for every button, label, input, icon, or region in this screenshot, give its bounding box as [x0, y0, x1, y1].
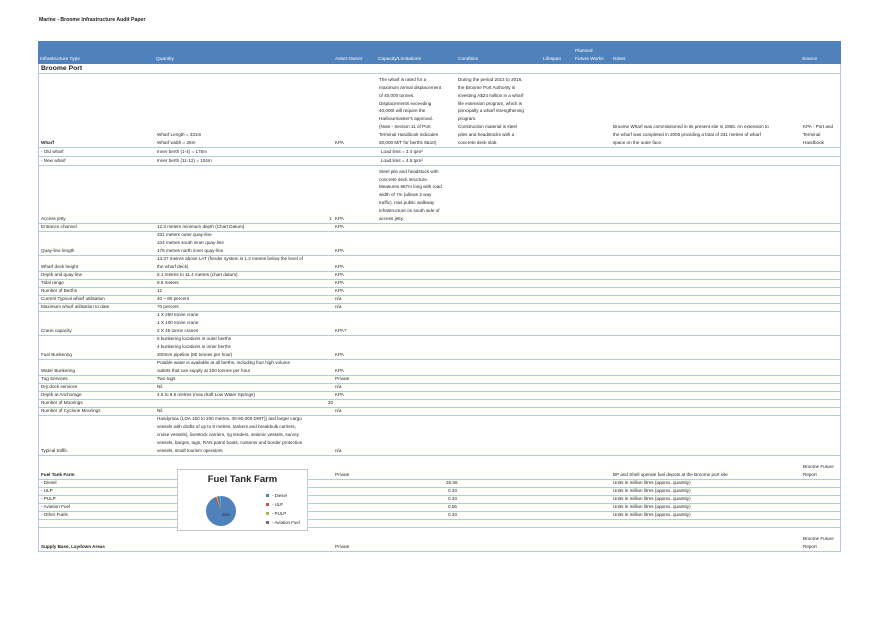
- cell-value: 0.55: [448, 504, 457, 510]
- header-planned: Planned: [575, 49, 593, 54]
- cell-type: - Old wharf: [41, 149, 64, 155]
- cell-quantity: Nil: [157, 408, 163, 414]
- cell-type: Tug Services: [41, 376, 68, 382]
- cell-owner: KPA: [335, 352, 344, 358]
- table-row-fuel: [38, 504, 841, 512]
- text-line: Measures 667m long with road: [379, 184, 442, 190]
- cell-quantity: 5.1 metres to 11.4 metres (chart datum): [157, 272, 238, 278]
- cell-owner: KPA?: [335, 328, 347, 334]
- text-line: 13.37 metres above LAT (fender system is 1.2 metres below the level of: [157, 256, 303, 262]
- text-line: vessels, barges, tugs, RAN patrol boats, customs and border protection: [157, 440, 303, 446]
- cell-type: Crane capacity: [41, 328, 72, 334]
- text-line: 200mm pipeline (80 tonnes per hour): [157, 352, 233, 358]
- cell-quantity: Inner berth (1-4) = 175m: [157, 149, 207, 155]
- table-row: [38, 312, 841, 336]
- table-row-fuel-tank-farm: [38, 456, 841, 480]
- cell-owner: n/a: [335, 384, 342, 390]
- header-condition: Condition: [458, 57, 479, 62]
- legend-label: - Aviation Fuel: [272, 520, 300, 525]
- cell-owner: KPA: [335, 264, 344, 270]
- cell-quantity: 4.5 to 9.5 metres (max draft Low Water Springs): [157, 392, 255, 398]
- table-row-blank: [38, 520, 841, 528]
- cell-notes: [613, 123, 769, 147]
- document-title: Marine - Broome Infrastructure Audit Paper: [39, 17, 146, 23]
- wharf-length: Wharf Length = 331m: [157, 132, 202, 138]
- cell-quantity: 70 percent: [157, 304, 179, 310]
- text-line: Report: [803, 544, 817, 550]
- table-row-wharf: [38, 74, 841, 148]
- text-line: of 40,000 tonnes.: [379, 92, 415, 98]
- cell-type: Wharf: [41, 140, 55, 146]
- cell-type: - Diesel: [41, 480, 57, 486]
- cell-owner: Private: [335, 544, 350, 550]
- cell-quantity: 12: [157, 288, 163, 294]
- section-broome-port: Broome Port: [38, 64, 841, 74]
- text-line: Terminal Handbook indicates: [379, 132, 438, 138]
- header-asset-owner: Asset Owner: [335, 57, 363, 62]
- text-line: Broome Wharf was commissioned in its present site in 1966. An extension to: [613, 124, 769, 130]
- cell-notes: Units in million litres (approx. quantity): [613, 504, 691, 510]
- text-line: concrete deck structure.: [379, 176, 429, 182]
- text-line: principally a wharf strengthening: [458, 108, 524, 114]
- text-line: The wharf is rated for a: [379, 76, 427, 82]
- cell-type: Depth at Anchorage: [41, 392, 82, 398]
- cell-type: Fuel Bunkering: [41, 352, 72, 358]
- text-line: width of 7m (allows 2 way: [379, 192, 432, 198]
- cell-type: - New wharf: [41, 158, 66, 164]
- cell-capacity: [379, 168, 442, 223]
- text-line: the Broome Port Authority is: [458, 84, 516, 90]
- text-line: piles and headstocks with a: [458, 132, 515, 138]
- text-line: 1 X 250 tonne crane: [157, 312, 199, 318]
- text-line: cruise vessels), livestock carriers, rig tenders, seismic vessels, survey: [157, 432, 299, 438]
- text-line: vessels with drafts of up to 9 metres, tankers and breakbulk carriers,: [157, 424, 296, 430]
- cell-quantity: 1: [329, 216, 332, 222]
- text-line: Broome Future: [803, 536, 834, 542]
- text-line: Construction material is steel: [458, 124, 517, 130]
- table-row: [38, 336, 841, 360]
- cell-value: 0.33: [448, 488, 457, 494]
- cell-value: 0.33: [448, 512, 457, 518]
- table-row: [38, 392, 841, 400]
- text-line: 4 bunkering locations in inner berths: [157, 344, 231, 350]
- text-line: 1 X 100 tonne crane: [157, 320, 199, 326]
- pie-chart: [206, 496, 236, 526]
- text-line: 2 X 45 tonne cranes: [157, 328, 199, 334]
- cell-owner: n/a: [335, 296, 342, 302]
- text-line: Handbook: [803, 140, 824, 146]
- legend-swatch-icon: [266, 521, 269, 524]
- table-row-supply-base: [38, 528, 841, 552]
- text-line: concrete deck slab.: [458, 140, 498, 146]
- legend-item: [266, 491, 300, 500]
- cell-type: Maximum wharf utilisation to date: [41, 304, 110, 310]
- cell-type: - ULP: [41, 488, 53, 494]
- cell-quantity: [157, 131, 201, 147]
- text-line: Report: [803, 472, 817, 478]
- cell-type: Access jetty: [41, 216, 66, 222]
- text-line: 5 bunkering locations in outer berths: [157, 336, 232, 342]
- cell-type: Supply Base, Laydown Areas: [41, 544, 105, 550]
- fuel-tank-farm-chart[interactable]: [177, 469, 308, 531]
- table-row-old-wharf: [38, 148, 841, 157]
- text-line: life extension program, which is: [458, 100, 523, 106]
- text-line: traffic). Has public walkway: [379, 200, 435, 206]
- header-infrastructure-type: Infrastructure Type: [40, 57, 80, 62]
- cell-quantity: [157, 359, 290, 375]
- text-line: Displacements exceeding: [379, 100, 432, 106]
- cell-quantity: [157, 335, 232, 359]
- legend-label: - Diesel: [272, 493, 287, 498]
- legend-item: [266, 500, 300, 509]
- legend-swatch-icon: [266, 512, 269, 515]
- table-row-fuel: [38, 488, 841, 496]
- cell-value: 0.33: [448, 496, 457, 502]
- cell-quantity: 12.3 meters minimum depth (Chart Datum): [157, 224, 245, 230]
- table-row: [38, 416, 841, 456]
- cell-quantity: [157, 255, 303, 271]
- text-line: the wharf deck): [157, 264, 189, 270]
- table-row-fuel: [38, 496, 841, 504]
- cell-type: Current Typical wharf utilisation: [41, 296, 105, 302]
- text-line: During the period 2014 to 2016,: [458, 76, 523, 82]
- text-line: Handymax (LOA 150 to 200 metres, 30-50,000 DWT)) and larger cargo: [157, 416, 302, 422]
- cell-type: Dry dock services: [41, 384, 78, 390]
- audit-table: [38, 41, 841, 552]
- text-line: infrastructure on south side of: [379, 208, 440, 214]
- legend-item: [266, 518, 300, 527]
- cell-owner: KPA: [335, 224, 344, 230]
- chart-title: Fuel Tank Farm: [207, 474, 278, 485]
- text-line: 40,000t will require the: [379, 108, 426, 114]
- cell-owner: KPA: [335, 392, 344, 398]
- table-row: [38, 256, 841, 272]
- cell-owner: KPA: [335, 216, 344, 222]
- cell-quantity: Two tugs: [157, 376, 176, 382]
- text-line: space on the outer face.: [613, 140, 663, 146]
- header-lifespan: Lifespan: [543, 57, 562, 62]
- cell-owner: n/a: [335, 408, 342, 414]
- cell-capacity: [379, 76, 441, 147]
- cell-type: Depth and quay-line: [41, 272, 83, 278]
- text-line: Steel pile and headstock with: [379, 168, 439, 174]
- cell-type: Water Bunkering: [41, 368, 76, 374]
- cell-notes: Units in million litres (approx. quantity): [613, 488, 691, 494]
- cell-source: [803, 463, 834, 479]
- cell-capacity: Load limit = 3.4 tpm²: [381, 149, 423, 155]
- legend-label: - ULP: [272, 502, 284, 507]
- text-line: KPA - Port and: [803, 124, 834, 130]
- cell-owner: KPA: [335, 272, 344, 278]
- cell-quantity: [157, 415, 302, 455]
- table-header: [38, 41, 841, 64]
- header-source: Source: [802, 57, 818, 62]
- header-quantity: Quantity: [156, 57, 174, 62]
- cell-type: Fuel Tank Farm: [41, 472, 75, 478]
- cell-type: - PULP: [41, 496, 56, 502]
- cell-owner: Private: [335, 472, 350, 478]
- cell-owner: KPA: [335, 140, 344, 146]
- cell-type: - Aviation Fuel: [41, 504, 71, 510]
- text-line: the wharf was completed in 2005 providing a total of 331 metres of wharf: [613, 132, 761, 138]
- text-line: (Note - Section 11 of Port: [379, 124, 431, 130]
- table-row-access-jetty: [38, 166, 841, 224]
- text-line: 331 meters outer quay-line: [157, 232, 212, 238]
- cell-notes: Units in million litres (approx. quantity): [613, 496, 691, 502]
- cell-notes: BP and Shell operate fuel depots at the Broome port site: [613, 472, 728, 478]
- cell-owner: KPA: [335, 288, 344, 294]
- table-row-new-wharf: [38, 157, 841, 166]
- text-line: program.: [458, 116, 477, 122]
- cell-type: Number of Moorings: [41, 400, 83, 406]
- cell-condition: [458, 76, 524, 147]
- cell-owner: KPA: [335, 280, 344, 286]
- cell-notes: Units in million litres (approx. quantity): [613, 512, 691, 518]
- header-future-works: Future Works: [575, 57, 604, 62]
- cell-type: Wharf deck height: [41, 264, 79, 270]
- table-row: [38, 232, 841, 256]
- cell-type: - Other Fuels: [41, 512, 68, 518]
- cell-owner: n/a: [335, 448, 342, 454]
- text-line: 175 metres north inner quay-line: [157, 248, 224, 254]
- legend-swatch-icon: [266, 503, 269, 506]
- table-row-fuel: [38, 512, 841, 520]
- cell-type: Quay-line length: [41, 248, 75, 254]
- text-line: Potable water is available at all berths, including four high volume: [157, 360, 291, 366]
- text-line: 104 metres south inner quay-line: [157, 240, 224, 246]
- cell-source: [803, 535, 834, 551]
- text-line: Broome Future: [803, 464, 834, 470]
- text-line: maximum arrival displacement: [379, 84, 442, 90]
- cell-quantity: 9.5 meters: [157, 280, 179, 286]
- text-line: 50,000 M/T for berths 9&10): [379, 140, 437, 146]
- cell-type: Tidal range: [41, 280, 64, 286]
- legend-item: [266, 509, 300, 518]
- cell-owner: n/a: [335, 304, 342, 310]
- cell-type: Number of Berths: [41, 288, 77, 294]
- cell-quantity: Inner berth (11-12) = 104m: [157, 158, 212, 164]
- cell-quantity: 40 – 60 percent: [157, 296, 189, 302]
- cell-quantity: Nil: [157, 384, 163, 390]
- pie-data-label: 95%: [222, 512, 231, 517]
- header-notes: Notes: [613, 57, 626, 62]
- header-capacity: Capacity/Limitations: [378, 57, 421, 62]
- text-line: Harbourmaster's approval.: [379, 116, 433, 122]
- cell-type: Number of Cyclone Moorings: [41, 408, 101, 414]
- table-row: [38, 360, 841, 376]
- text-line: vessels, small tourism operators: [157, 448, 223, 454]
- cell-value: 25.66: [446, 480, 458, 486]
- text-line: investing A$24 million in a wharf: [458, 92, 524, 98]
- text-line: access jetty.: [379, 216, 404, 222]
- cell-source: [803, 123, 833, 147]
- cell-owner: Private: [335, 376, 350, 382]
- cell-quantity: [157, 311, 198, 335]
- legend-label: - PULP: [272, 511, 287, 516]
- cell-type: Typical traffic: [41, 448, 68, 454]
- legend-swatch-icon: [266, 494, 269, 497]
- wharf-width: Wharf width = 26m: [157, 140, 196, 146]
- cell-owner: KPA: [335, 368, 344, 374]
- cell-capacity: Load limit = 4.5 tpm²: [381, 158, 423, 164]
- text-line: Terminal: [803, 132, 821, 138]
- table-row-fuel: [38, 480, 841, 488]
- cell-quantity: 20: [328, 400, 334, 406]
- chart-legend: [266, 491, 300, 527]
- cell-owner: KPA: [335, 248, 344, 254]
- cell-notes: Units in million litres (approx. quantity): [613, 480, 691, 486]
- text-line: outlets that can supply at 100 tonnes per hour: [157, 368, 251, 374]
- cell-type: Entrance channel: [41, 224, 77, 230]
- cell-quantity: [157, 231, 224, 255]
